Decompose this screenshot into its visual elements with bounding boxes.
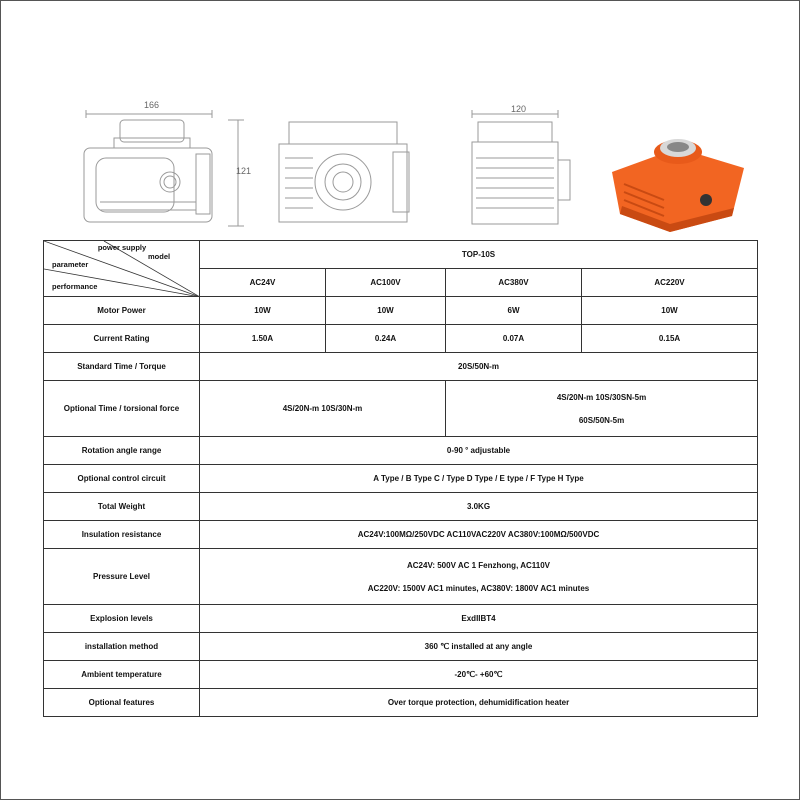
voltage-header-ac24v: AC24V [200,269,326,297]
corner-label-parameter: parameter [52,260,89,269]
row-label: Pressure Level [44,549,200,605]
row-current-rating [44,325,758,353]
row-ambient [44,661,758,689]
model-name-cell: TOP-10S [200,241,758,269]
value-cell: 1.50A [200,325,326,353]
value-cell: 20S/50N-m [200,353,758,381]
side-view-drawing [78,98,258,233]
value-cell: 360 ℃ installed at any angle [200,633,758,661]
actuator-photo [608,128,748,233]
row-label: Standard Time / Torque [44,353,200,381]
value-cell: 10W [326,297,446,325]
dimension-120-label: 120 [511,104,527,114]
value-cell: 0.07A [446,325,582,353]
row-label: Optional Time / torsional force [44,381,200,437]
value-line: 4S/20N-m 10S/30SN-5m [556,392,647,402]
value-cell [200,549,758,605]
corner-label-performance: performance [52,282,98,291]
value-cell: A Type / B Type C / Type D Type / E type / F Type H Type [200,465,758,493]
value-cell: 0-90 ° adjustable [200,437,758,465]
row-installation [44,633,758,661]
row-pressure-level [44,549,758,605]
end-view-drawing [462,100,582,230]
value-cell: 0.15A [582,325,758,353]
value-line: 60S/50N-5m [578,415,625,425]
row-label: Rotation angle range [44,437,200,465]
front-view-drawing [275,118,425,228]
row-label: Insulation resistance [44,521,200,549]
value-cell: 10W [582,297,758,325]
dimension-121-label: 121 [236,166,252,176]
spec-table [43,240,758,717]
row-label: installation method [44,633,200,661]
value-cell: AC24V:100MΩ/250VDC AC110VAC220V AC380V:100MΩ/500VDC [200,521,758,549]
product-drawings [0,0,800,240]
corner-label-model: model [148,252,171,261]
row-label: Motor Power [44,297,200,325]
row-optional-time [44,381,758,437]
row-label: Optional control circuit [44,465,200,493]
row-optional-features [44,689,758,717]
row-label: Ambient temperature [44,661,200,689]
value-cell: Over torque protection, dehumidification heater [200,689,758,717]
voltage-header-ac220v: AC220V [582,269,758,297]
dimension-166-label: 166 [144,100,160,110]
value-cell: 10W [200,297,326,325]
row-label: Current Rating [44,325,200,353]
row-standard-time [44,353,758,381]
value-cell-left: 4S/20N-m 10S/30N-m [200,381,446,437]
row-explosion [44,605,758,633]
header-corner-cell [44,241,200,297]
value-cell-right [446,381,758,437]
value-cell: 3.0KG [200,493,758,521]
voltage-header-ac380v: AC380V [446,269,582,297]
corner-label-power-supply: power supply [97,243,147,252]
row-label: Total Weight [44,493,200,521]
value-cell: 0.24A [326,325,446,353]
voltage-header-ac100v: AC100V [326,269,446,297]
value-cell: ExdIIBT4 [200,605,758,633]
value-cell: -20℃- +60℃ [200,661,758,689]
row-label: Explosion levels [44,605,200,633]
row-motor-power [44,297,758,325]
row-insulation [44,521,758,549]
value-line: AC220V: 1500V AC1 minutes, AC380V: 1800V AC1 minutes [367,583,590,593]
value-line: AC24V: 500V AC 1 Fenzhong, AC110V [407,560,551,570]
row-rotation [44,437,758,465]
value-cell: 6W [446,297,582,325]
row-control-circuit [44,465,758,493]
row-total-weight [44,493,758,521]
row-label: Optional features [44,689,200,717]
